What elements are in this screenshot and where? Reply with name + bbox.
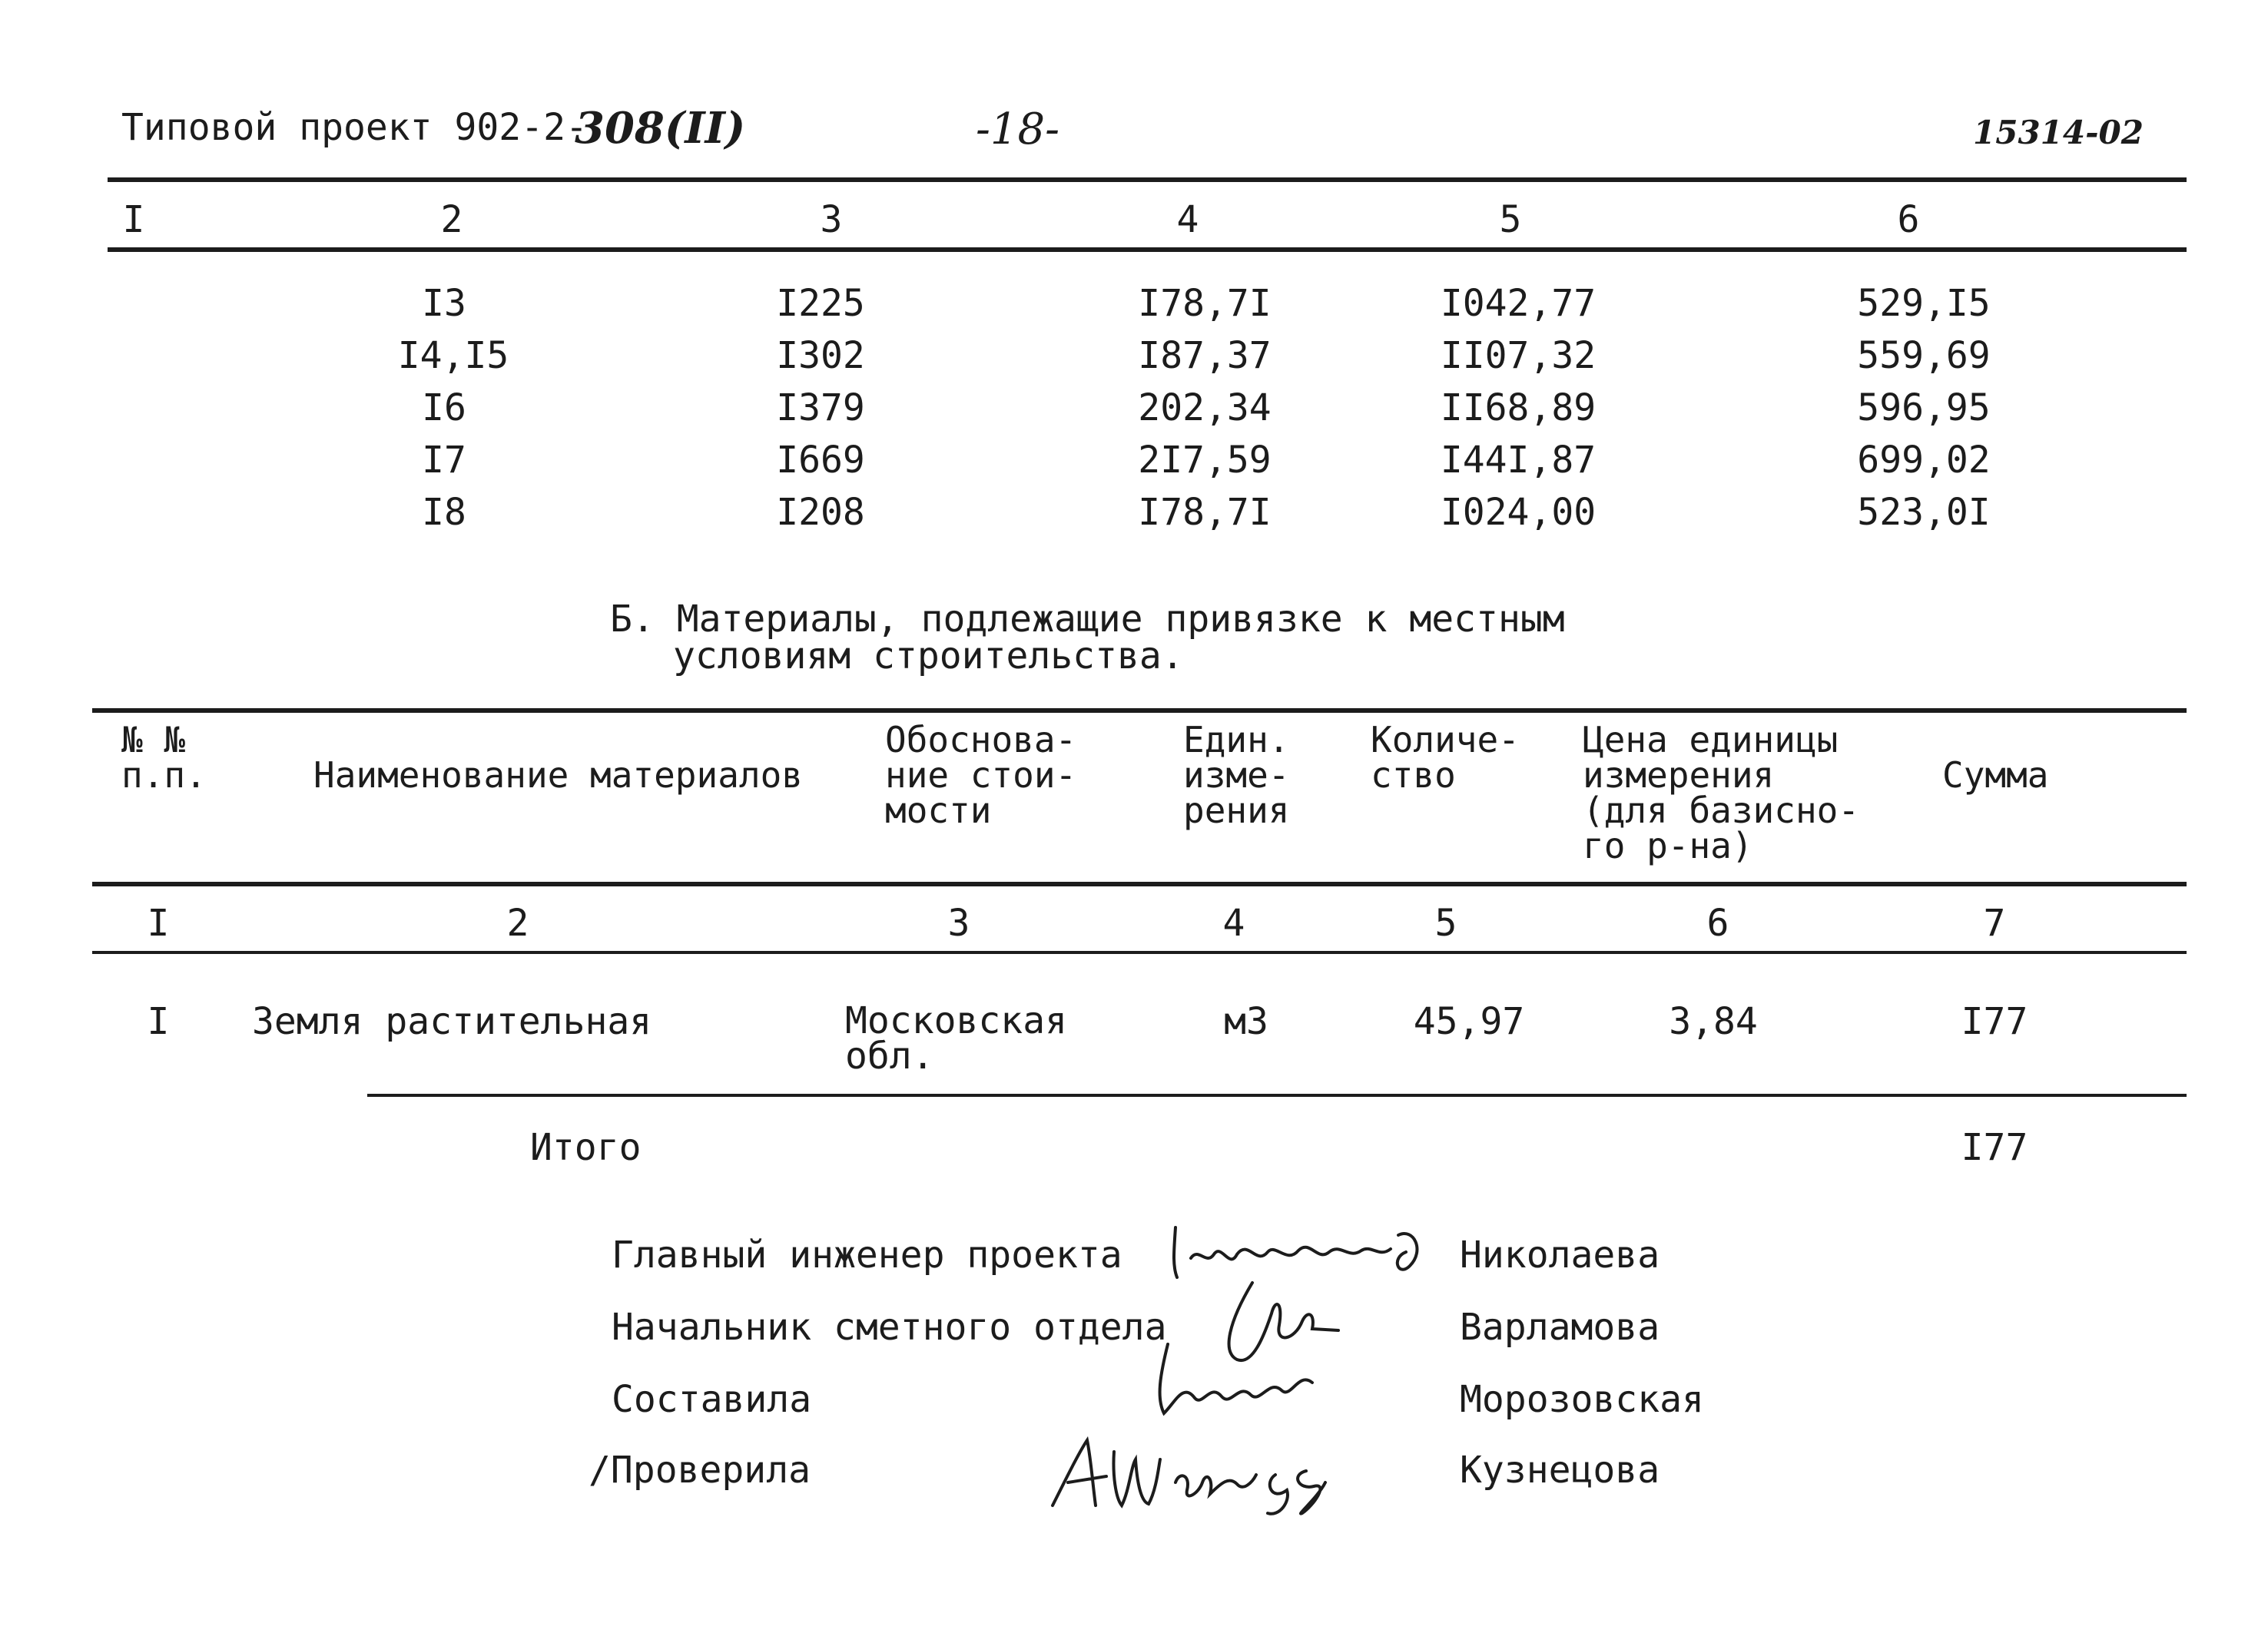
cell: I302 [776, 334, 865, 377]
project-number-handwritten: 308(II) [575, 103, 746, 154]
mat-col-number: 6 [1706, 902, 1729, 945]
mat-col-number: 7 [1983, 902, 2006, 945]
section-b-title-cont: условиям строительства. [673, 634, 1184, 677]
cell: I78,7I [1138, 491, 1272, 534]
signature-role-text: Проверила [610, 1449, 811, 1492]
material-unit: м3 [1224, 1000, 1268, 1043]
material-num: I [147, 1000, 170, 1043]
material-qty: 45,97 [1413, 1000, 1525, 1043]
cell: I669 [776, 439, 865, 482]
cell: II07,32 [1440, 334, 1597, 377]
project-label: Типовой проект 902-2- [121, 106, 588, 149]
cell: I208 [776, 491, 865, 534]
top-col-number: 3 [820, 198, 843, 241]
header-name: Наименование материалов [313, 754, 803, 796]
header-unit: Един. изме- рения [1183, 719, 1290, 831]
section-b-title: Б. Материалы, подлежащие привязке к местным [610, 598, 1565, 641]
top-col-number: I [122, 198, 145, 241]
top-col-number: 4 [1176, 198, 1199, 241]
mat-col-number: 4 [1222, 902, 1245, 945]
top-col-number: 6 [1897, 198, 1920, 241]
mat-col-number: 3 [947, 902, 970, 945]
cell: I042,77 [1440, 282, 1597, 325]
doc-code: 15314-02 [1973, 114, 2144, 151]
header-basis: Обоснова- ние стои- мости [885, 719, 1077, 831]
cell: I8 [422, 491, 466, 534]
cell: I6 [422, 386, 466, 429]
cell: 529,I5 [1857, 282, 1991, 325]
signature-role: /Проверила [589, 1449, 811, 1492]
header-price: Цена единицы измерения (для базисно- го р-на) [1583, 719, 1860, 866]
mat-col-number: 2 [506, 902, 529, 945]
top-table-rule-top [108, 177, 2187, 182]
page-number: -18- [976, 104, 1060, 154]
top-table-rule-header [108, 247, 2187, 252]
header-sum: Сумма [1942, 754, 2049, 796]
material-sum: I77 [1961, 1000, 2028, 1043]
signature-role: Составила [612, 1378, 812, 1421]
material-basis: Московская обл. [845, 999, 1067, 1078]
top-col-number: 5 [1499, 198, 1522, 241]
top-col-number: 2 [440, 198, 463, 241]
mat-col-number: I [147, 902, 170, 945]
cell: I379 [776, 386, 865, 429]
cell: I3 [422, 282, 466, 325]
materials-table-rule-numbers [92, 951, 2187, 954]
cell: I225 [776, 282, 865, 325]
cell: I7 [422, 439, 466, 482]
cell: I4,I5 [397, 334, 509, 377]
signature-name: Морозовская [1460, 1378, 1704, 1421]
cell: 202,34 [1138, 386, 1272, 429]
cell: 699,02 [1857, 439, 1991, 482]
cell: 559,69 [1857, 334, 1991, 377]
materials-table-rule-bottom [367, 1094, 2187, 1097]
cell: I87,37 [1138, 334, 1272, 377]
signature-handwriting-2 [1137, 1267, 1383, 1429]
cell: 523,0I [1857, 491, 1991, 534]
signature-name: Николаева [1460, 1234, 1660, 1277]
mat-col-number: 5 [1434, 902, 1457, 945]
total-value: I77 [1961, 1126, 2028, 1169]
signature-role: Главный инженер проекта [612, 1234, 1122, 1277]
cell: 2I7,59 [1138, 439, 1272, 482]
total-label: Итого [530, 1126, 642, 1169]
cell: II68,89 [1440, 386, 1597, 429]
material-price: 3,84 [1669, 1000, 1758, 1043]
cell: I78,7I [1138, 282, 1272, 325]
signature-handwriting-4 [1045, 1429, 1352, 1521]
signature-name: Кузнецова [1460, 1449, 1660, 1492]
cell: I024,00 [1440, 491, 1597, 534]
signature-role: Начальник сметного отдела [612, 1306, 1167, 1349]
material-name: Земля растительная [252, 1000, 652, 1043]
cell: I44I,87 [1440, 439, 1597, 482]
materials-table-rule-header [92, 882, 2187, 886]
cell: 596,95 [1857, 386, 1991, 429]
materials-table-rule-top [92, 708, 2187, 713]
signature-name: Варламова [1460, 1306, 1660, 1349]
header-qty: Количе- ство [1371, 719, 1520, 796]
header-num: № № п.п. [121, 719, 207, 796]
